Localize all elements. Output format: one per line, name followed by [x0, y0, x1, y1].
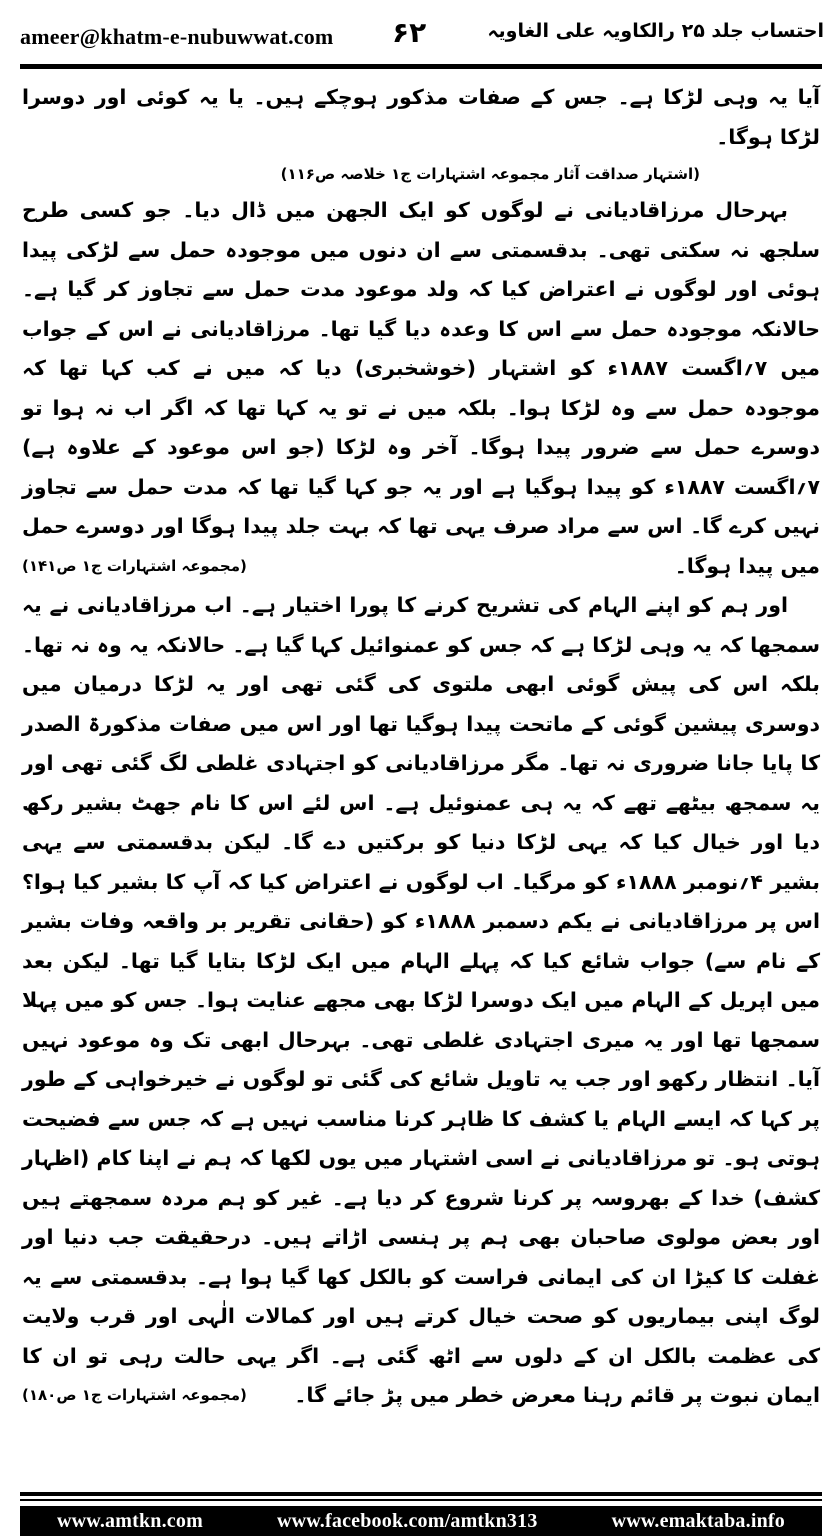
reference-2: (مجموعہ اشتہارات ج۱ ص۱۴۱)	[22, 556, 247, 575]
paragraph-2-text: بہرحال مرزاقادیانی نے لوگوں کو ایک الجھن میں ڈال دیا۔ جو کسی طرح سلجھ نہ سکتی تھی۔ بدقسمتی سے ان دنوں میں موجودہ حمل سے لڑکی پیدا ہوئی اور لوگوں نے اعتراض کیا کہ ولد موعود مدت حمل سے تجاوز کر گیا ہے۔ حالانکہ موجودہ حمل سے اس کا وعدہ دیا گیا تھا۔ مرزاقادیانی نے اس کے جواب میں ۷؍اگست ۱۸۸۷ء کو اشتہار (خوشخبری) دیا کہ میں نے کب کہا تھا کہ موجودہ حمل سے وہ لڑکا ہوا۔ بلکہ میں نے تو یہ کہا تھا کہ اگر اب نہ ہوا تو دوسرے حمل سے ضرور پیدا ہوگا۔ آخر وہ لڑکا (جو اس موعود کے علاوہ ہے) ۷؍اگست ۱۸۸۷ء کو پیدا ہوگیا ہے اور یہ جو کہا گیا تھا کہ مدت حمل سے تجاوز نہیں کرے گا۔ اس سے مراد صرف یہی تھا کہ بہت جلد پیدا ہوگا اور دوسرے حمل میں پیدا ہوگا۔	[22, 198, 820, 578]
footer-divider-thick	[20, 1492, 822, 1496]
page-header	[20, 12, 824, 58]
page-footer	[20, 1506, 822, 1536]
footer-link-amtkn[interactable]: www.amtkn.com	[57, 1509, 203, 1532]
paragraph-3-text: اور ہم کو اپنے الہام کی تشریح کرنے کا پورا اختیار ہے۔ اب مرزاقادیانی نے یہ سمجھا کہ یہ وہی لڑکا ہے کہ جس کو عمنوائیل کہا گیا ہے۔ حالانکہ یہ وہ نہ تھا۔ بلکہ اس کی پیش گوئی ابھی ملتوی کی گئی تھی اور یہ لڑکا درمیان میں دوسری پیشین گوئی کے ماتحت پیدا ہوگیا تھا اور اس میں صفات مذکورۃ الصدر کا پایا جانا ضروری نہ تھا۔ مگر مرزاقادیانی کو اجتہادی غلطی لگ گئی تھی اور یہ سمجھ بیٹھے تھے کہ یہ ہی عمنوئیل ہے۔ اس لئے اس کا نام جھٹ بشیر رکھ دیا اور خیال کیا کہ یہی لڑکا دنیا کو برکتیں دے گا۔ لیکن بدقسمتی سے یہی بشیر ۴؍نومبر ۱۸۸۸ء کو مرگیا۔ اب لوگوں نے اعتراض کیا کہ آپ کا بشیر کیا ہوا؟ اس پر مرزاقادیانی نے یکم دسمبر ۱۸۸۸ء کو (حقانی تقریر بر واقعہ وفات بشیر کے نام سے) جواب شائع کیا کہ پہلے الہام میں ایک لڑکا بتایا گیا تھا۔ لیکن بعد میں اپریل کے الہام میں ایک دوسرا لڑکا بھی مجھے عنایت ہوا۔ جس کو میں پہلا سمجھا تھا اور یہ میری اجتہادی غلطی تھی۔ بہرحال ابھی تک وہ موعود نہیں آیا۔ انتظار رکھو اور جب یہ تاویل شائع کی گئی تو لوگوں نے خیرخواہی کے طور پر کہا کہ ایسے الہام یا کشف کا ظاہر کرنا مناسب نہیں ہے کہ جس سے فضیحت ہوتی ہو۔ تو مرزاقادیانی نے اسی اشتہار میں یوں لکھا کہ ہم نے اپنا کام (اظہار کشف) خدا کے بھروسہ پر کرنا شروع کر دیا ہے۔ غیر کو ہم مردہ سمجھتے ہیں اور بعض مولوی صاحبان بھی ہم پر ہنسی اڑاتے ہیں۔ درحقیقت جب دنیا اور غفلت کا کیڑا ان کی ایمانی فراست کو بالکل کھا گیا ہوا ہے۔ بدقسمتی سے یہ لوگ اپنی بیماریوں کو صحت خیال کرتے ہیں اور کمالات الٰہی اور قرب ولایت کی عظمت بالکل ان کے دلوں سے اٹھ گئی ہے۔ اگر یہی حالت رہی تو ان کا ایمان نبوت پر قائم رہنا معرض خطر میں پڑ جائے گا۔	[22, 593, 820, 1407]
footer-divider-thin	[20, 1499, 822, 1501]
paragraph-1: آیا یہ وہی لڑکا ہے۔ جس کے صفات مذکور ہوچکے ہیں۔ یا یہ کوئی اور دوسرا لڑکا ہوگا۔	[22, 85, 820, 149]
book-title: احتساب جلد ۲۵ رالکاویہ علی الغاویہ	[487, 20, 824, 42]
page-number: ۶۲	[392, 16, 427, 49]
paragraph-3	[22, 586, 820, 1416]
header-email[interactable]: ameer@khatm-e-nubuwwat.com	[20, 24, 334, 49]
footer-link-facebook[interactable]: www.facebook.com/amtkn313	[276, 1509, 538, 1532]
reference-1: (اشتہار صداقت آثار مجموعہ اشتہارات ج۱ خلاصہ ص۱۱۶)	[280, 165, 700, 183]
reference-3: (مجموعہ اشتہارات ج۱ ص۱۸۰)	[22, 1386, 247, 1404]
footer-link-emaktaba[interactable]: www.emaktaba.info	[611, 1509, 785, 1532]
page-body	[22, 78, 820, 1416]
header-divider	[20, 64, 822, 69]
paragraph-2	[22, 191, 820, 586]
